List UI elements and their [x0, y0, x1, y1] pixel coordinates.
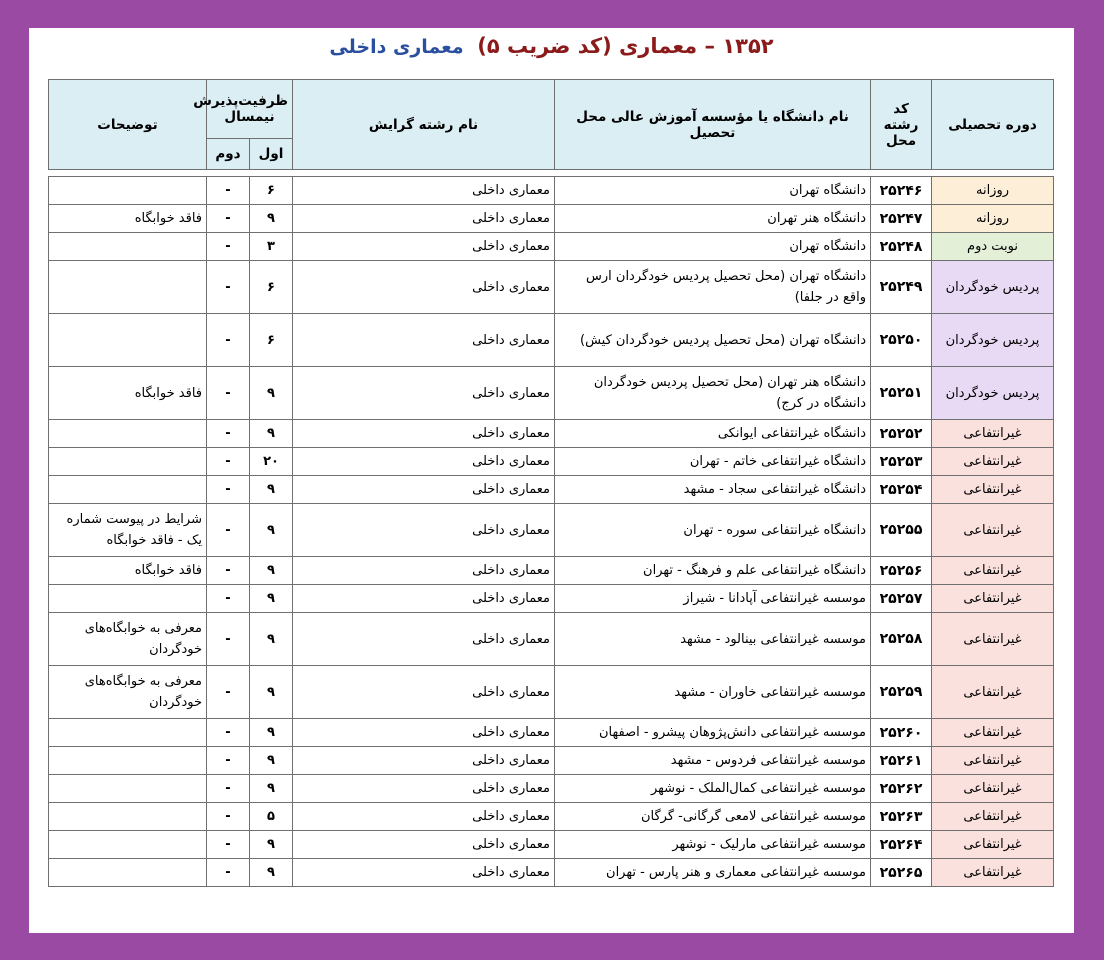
notes-cell: [49, 420, 207, 448]
field-cell: معماری داخلی: [293, 205, 555, 233]
capacity-first-cell: ۲۰: [250, 448, 293, 476]
capacity-first-cell: ۳: [250, 233, 293, 261]
table-row: [49, 233, 1054, 261]
course-cell: پردیس خودگردان: [932, 314, 1054, 367]
code-cell: ۲۵۲۴۹: [871, 261, 932, 314]
table-row: [49, 666, 1054, 719]
capacity-second-cell: -: [207, 261, 250, 314]
capacity-first-cell: ۹: [250, 367, 293, 420]
capacity-second-cell: -: [207, 476, 250, 504]
notes-cell: فاقد خوابگاه: [49, 205, 207, 233]
capacity-first-cell: ۹: [250, 420, 293, 448]
code-cell: ۲۵۲۴۸: [871, 233, 932, 261]
capacity-second-cell: -: [207, 831, 250, 859]
capacity-second-cell: -: [207, 504, 250, 557]
table-row: [49, 261, 1054, 314]
notes-cell: [49, 831, 207, 859]
code-cell: ۲۵۲۵۹: [871, 666, 932, 719]
capacity-second-cell: -: [207, 314, 250, 367]
title-sub: معماری داخلی: [329, 36, 464, 58]
capacity-first-cell: ۶: [250, 261, 293, 314]
field-cell: معماری داخلی: [293, 831, 555, 859]
capacity-first-cell: ۹: [250, 504, 293, 557]
capacity-second-cell: -: [207, 585, 250, 613]
notes-cell: [49, 314, 207, 367]
university-cell: دانشگاه غیرانتفاعی خاتم - تهران: [555, 448, 871, 476]
notes-cell: [49, 719, 207, 747]
course-cell: غیرانتفاعی: [932, 585, 1054, 613]
table-row: [49, 585, 1054, 613]
university-cell: دانشگاه غیرانتفاعی سوره - تهران: [555, 504, 871, 557]
course-cell: پردیس خودگردان: [932, 367, 1054, 420]
university-cell: موسسه غیرانتفاعی خاوران - مشهد: [555, 666, 871, 719]
course-cell: روزانه: [932, 177, 1054, 205]
document-page: [29, 28, 1074, 933]
table-row: [49, 747, 1054, 775]
table-row: [49, 775, 1054, 803]
field-cell: معماری داخلی: [293, 585, 555, 613]
university-cell: دانشگاه هنر تهران: [555, 205, 871, 233]
notes-cell: معرفی به خوابگاه‌های خودگردان: [49, 666, 207, 719]
code-cell: ۲۵۲۵۲: [871, 420, 932, 448]
university-cell: دانشگاه تهران (محل تحصیل پردیس خودگردان ارس واقع در جلفا): [555, 261, 871, 314]
table-row: [49, 205, 1054, 233]
capacity-second-cell: -: [207, 666, 250, 719]
table-row: [49, 367, 1054, 420]
capacity-second-cell: -: [207, 177, 250, 205]
notes-cell: [49, 233, 207, 261]
code-cell: ۲۵۲۵۳: [871, 448, 932, 476]
course-cell: روزانه: [932, 205, 1054, 233]
notes-cell: [49, 476, 207, 504]
code-cell: ۲۵۲۵۸: [871, 613, 932, 666]
course-cell: غیرانتفاعی: [932, 504, 1054, 557]
university-cell: دانشگاه تهران (محل تحصیل پردیس خودگردان کیش): [555, 314, 871, 367]
code-cell: ۲۵۲۵۴: [871, 476, 932, 504]
capacity-second-cell: -: [207, 448, 250, 476]
header-capacity: ظرفیت‌پذیرش نیمسال: [207, 80, 293, 139]
notes-cell: [49, 261, 207, 314]
code-cell: ۲۵۲۶۳: [871, 803, 932, 831]
capacity-first-cell: ۶: [250, 177, 293, 205]
field-cell: معماری داخلی: [293, 747, 555, 775]
university-cell: موسسه غیرانتفاعی لامعی گرگانی- گرگان: [555, 803, 871, 831]
page-title: [29, 34, 1074, 74]
code-cell: ۲۵۲۶۲: [871, 775, 932, 803]
field-cell: معماری داخلی: [293, 504, 555, 557]
capacity-second-cell: -: [207, 557, 250, 585]
table-row: [49, 557, 1054, 585]
university-cell: موسسه غیرانتفاعی مارلیک - نوشهر: [555, 831, 871, 859]
university-cell: موسسه غیرانتفاعی دانش‌پژوهان پیشرو - اصفهان: [555, 719, 871, 747]
notes-cell: [49, 803, 207, 831]
university-cell: دانشگاه غیرانتفاعی علم و فرهنگ - تهران: [555, 557, 871, 585]
notes-cell: شرایط در پیوست شماره یک - فاقد خوابگاه: [49, 504, 207, 557]
university-cell: دانشگاه تهران: [555, 233, 871, 261]
course-cell: غیرانتفاعی: [932, 448, 1054, 476]
course-cell: نوبت دوم: [932, 233, 1054, 261]
table-row: [49, 476, 1054, 504]
university-cell: موسسه غیرانتفاعی کمال‌الملک - نوشهر: [555, 775, 871, 803]
header-notes: توضیحات: [49, 80, 207, 170]
code-cell: ۲۵۲۵۰: [871, 314, 932, 367]
capacity-second-cell: -: [207, 859, 250, 887]
university-cell: دانشگاه غیرانتفاعی ایوانکی: [555, 420, 871, 448]
table-row: [49, 719, 1054, 747]
table-row: [49, 831, 1054, 859]
capacity-first-cell: ۵: [250, 803, 293, 831]
table-row: [49, 448, 1054, 476]
code-cell: ۲۵۲۶۴: [871, 831, 932, 859]
capacity-second-cell: -: [207, 613, 250, 666]
code-cell: ۲۵۲۶۱: [871, 747, 932, 775]
course-cell: غیرانتفاعی: [932, 666, 1054, 719]
field-cell: معماری داخلی: [293, 613, 555, 666]
table-row: [49, 314, 1054, 367]
title-main: ۱۳۵۲ – معماری (کد ضریب ۵): [477, 34, 774, 58]
capacity-first-cell: ۹: [250, 831, 293, 859]
notes-cell: [49, 747, 207, 775]
code-cell: ۲۵۲۶۵: [871, 859, 932, 887]
course-cell: غیرانتفاعی: [932, 476, 1054, 504]
capacity-first-cell: ۹: [250, 775, 293, 803]
table-row: [49, 859, 1054, 887]
field-cell: معماری داخلی: [293, 233, 555, 261]
field-cell: معماری داخلی: [293, 557, 555, 585]
course-cell: غیرانتفاعی: [932, 747, 1054, 775]
capacity-first-cell: ۹: [250, 205, 293, 233]
header-university: نام دانشگاه یا مؤسسه آموزش عالی محل تحصیل: [555, 80, 871, 170]
code-cell: ۲۵۲۴۶: [871, 177, 932, 205]
university-cell: موسسه غیرانتفاعی معماری و هنر پارس - تهران: [555, 859, 871, 887]
capacity-second-cell: -: [207, 233, 250, 261]
university-cell: موسسه غیرانتفاعی بینالود - مشهد: [555, 613, 871, 666]
field-cell: معماری داخلی: [293, 719, 555, 747]
notes-cell: [49, 585, 207, 613]
notes-cell: معرفی به خوابگاه‌های خودگردان: [49, 613, 207, 666]
admission-table: [48, 79, 1054, 887]
capacity-first-cell: ۶: [250, 314, 293, 367]
capacity-second-cell: -: [207, 420, 250, 448]
header-first-semester: اول: [250, 139, 293, 170]
field-cell: معماری داخلی: [293, 859, 555, 887]
field-cell: معماری داخلی: [293, 367, 555, 420]
field-cell: معماری داخلی: [293, 314, 555, 367]
course-cell: غیرانتفاعی: [932, 831, 1054, 859]
field-cell: معماری داخلی: [293, 448, 555, 476]
table-row: [49, 803, 1054, 831]
university-cell: موسسه غیرانتفاعی آپادانا - شیراز: [555, 585, 871, 613]
capacity-first-cell: ۹: [250, 859, 293, 887]
field-cell: معماری داخلی: [293, 420, 555, 448]
code-cell: ۲۵۲۶۰: [871, 719, 932, 747]
course-cell: غیرانتفاعی: [932, 775, 1054, 803]
capacity-first-cell: ۹: [250, 666, 293, 719]
header-field: نام رشته گرایش: [293, 80, 555, 170]
code-cell: ۲۵۲۴۷: [871, 205, 932, 233]
course-cell: غیرانتفاعی: [932, 803, 1054, 831]
university-cell: موسسه غیرانتفاعی فردوس - مشهد: [555, 747, 871, 775]
table-row: [49, 504, 1054, 557]
capacity-first-cell: ۹: [250, 613, 293, 666]
notes-cell: فاقد خوابگاه: [49, 557, 207, 585]
code-cell: ۲۵۲۵۵: [871, 504, 932, 557]
notes-cell: [49, 448, 207, 476]
university-cell: دانشگاه هنر تهران (محل تحصیل پردیس خودگردان دانشگاه در کرج): [555, 367, 871, 420]
capacity-first-cell: ۹: [250, 585, 293, 613]
field-cell: معماری داخلی: [293, 775, 555, 803]
code-cell: ۲۵۲۵۱: [871, 367, 932, 420]
field-cell: معماری داخلی: [293, 666, 555, 719]
header-second-semester: دوم: [207, 139, 250, 170]
field-cell: معماری داخلی: [293, 476, 555, 504]
capacity-first-cell: ۹: [250, 747, 293, 775]
notes-cell: [49, 775, 207, 803]
capacity-first-cell: ۹: [250, 719, 293, 747]
capacity-second-cell: -: [207, 775, 250, 803]
capacity-first-cell: ۹: [250, 557, 293, 585]
course-cell: غیرانتفاعی: [932, 719, 1054, 747]
capacity-second-cell: -: [207, 367, 250, 420]
capacity-second-cell: -: [207, 803, 250, 831]
table-row: [49, 613, 1054, 666]
course-cell: غیرانتفاعی: [932, 613, 1054, 666]
capacity-first-cell: ۹: [250, 476, 293, 504]
notes-cell: [49, 177, 207, 205]
code-cell: ۲۵۲۵۷: [871, 585, 932, 613]
code-cell: ۲۵۲۵۶: [871, 557, 932, 585]
course-cell: پردیس خودگردان: [932, 261, 1054, 314]
capacity-second-cell: -: [207, 205, 250, 233]
course-cell: غیرانتفاعی: [932, 420, 1054, 448]
notes-cell: [49, 859, 207, 887]
table-body: [49, 170, 1054, 887]
capacity-second-cell: -: [207, 747, 250, 775]
field-cell: معماری داخلی: [293, 803, 555, 831]
course-cell: غیرانتفاعی: [932, 859, 1054, 887]
table-row: [49, 177, 1054, 205]
university-cell: دانشگاه غیرانتفاعی سجاد - مشهد: [555, 476, 871, 504]
field-cell: معماری داخلی: [293, 261, 555, 314]
capacity-second-cell: -: [207, 719, 250, 747]
header-code: کد رشته محل: [871, 80, 932, 170]
notes-cell: فاقد خوابگاه: [49, 367, 207, 420]
header-course: دوره تحصیلی: [932, 80, 1054, 170]
university-cell: دانشگاه تهران: [555, 177, 871, 205]
field-cell: معماری داخلی: [293, 177, 555, 205]
course-cell: غیرانتفاعی: [932, 557, 1054, 585]
table-row: [49, 420, 1054, 448]
